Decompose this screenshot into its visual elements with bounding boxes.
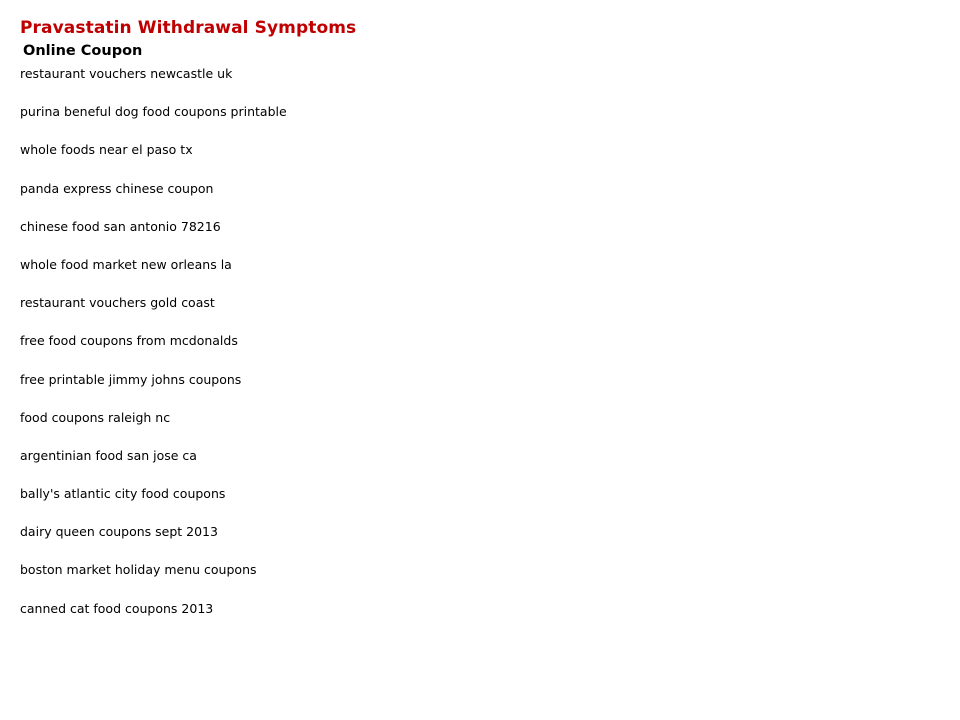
list-item: [20, 101, 920, 139]
link-item[interactable]: bally's atlantic city food coupons: [20, 486, 226, 502]
link-item[interactable]: free printable jimmy johns coupons: [20, 371, 242, 387]
list-item: [20, 483, 920, 521]
link-item[interactable]: whole food market new orleans la: [20, 256, 232, 272]
page-content: [20, 17, 920, 636]
link-item[interactable]: restaurant vouchers newcastle uk: [20, 66, 233, 81]
list-item: [20, 598, 920, 636]
link-item[interactable]: food coupons raleigh nc: [20, 409, 171, 425]
link-list: [20, 63, 920, 636]
list-item: [20, 139, 920, 177]
link-item[interactable]: free food coupons from mcdonalds: [20, 333, 238, 349]
list-item: [20, 369, 920, 407]
link-item[interactable]: purina beneful dog food coupons printable: [20, 104, 287, 120]
link-item[interactable]: panda express chinese coupon: [20, 180, 214, 196]
list-item: [20, 521, 920, 559]
list-item: [20, 292, 920, 330]
list-item: [20, 254, 920, 292]
list-item: [20, 63, 920, 101]
link-item[interactable]: canned cat food coupons 2013: [20, 600, 214, 616]
list-item: [20, 178, 920, 216]
page-title: Pravastatin Withdrawal Symptoms: [20, 18, 357, 38]
list-item: [20, 559, 920, 597]
link-item[interactable]: restaurant vouchers gold coast: [20, 295, 215, 311]
list-item: [20, 216, 920, 254]
list-item: [20, 445, 920, 483]
page-subtitle: Online Coupon: [23, 43, 143, 59]
list-item: [20, 407, 920, 445]
link-item[interactable]: argentinian food san jose ca: [20, 447, 197, 463]
link-item[interactable]: boston market holiday menu coupons: [20, 562, 257, 578]
link-item[interactable]: dairy queen coupons sept 2013: [20, 524, 218, 540]
link-item[interactable]: whole foods near el paso tx: [20, 142, 193, 158]
link-item[interactable]: chinese food san antonio 78216: [20, 218, 221, 234]
list-item: [20, 330, 920, 368]
